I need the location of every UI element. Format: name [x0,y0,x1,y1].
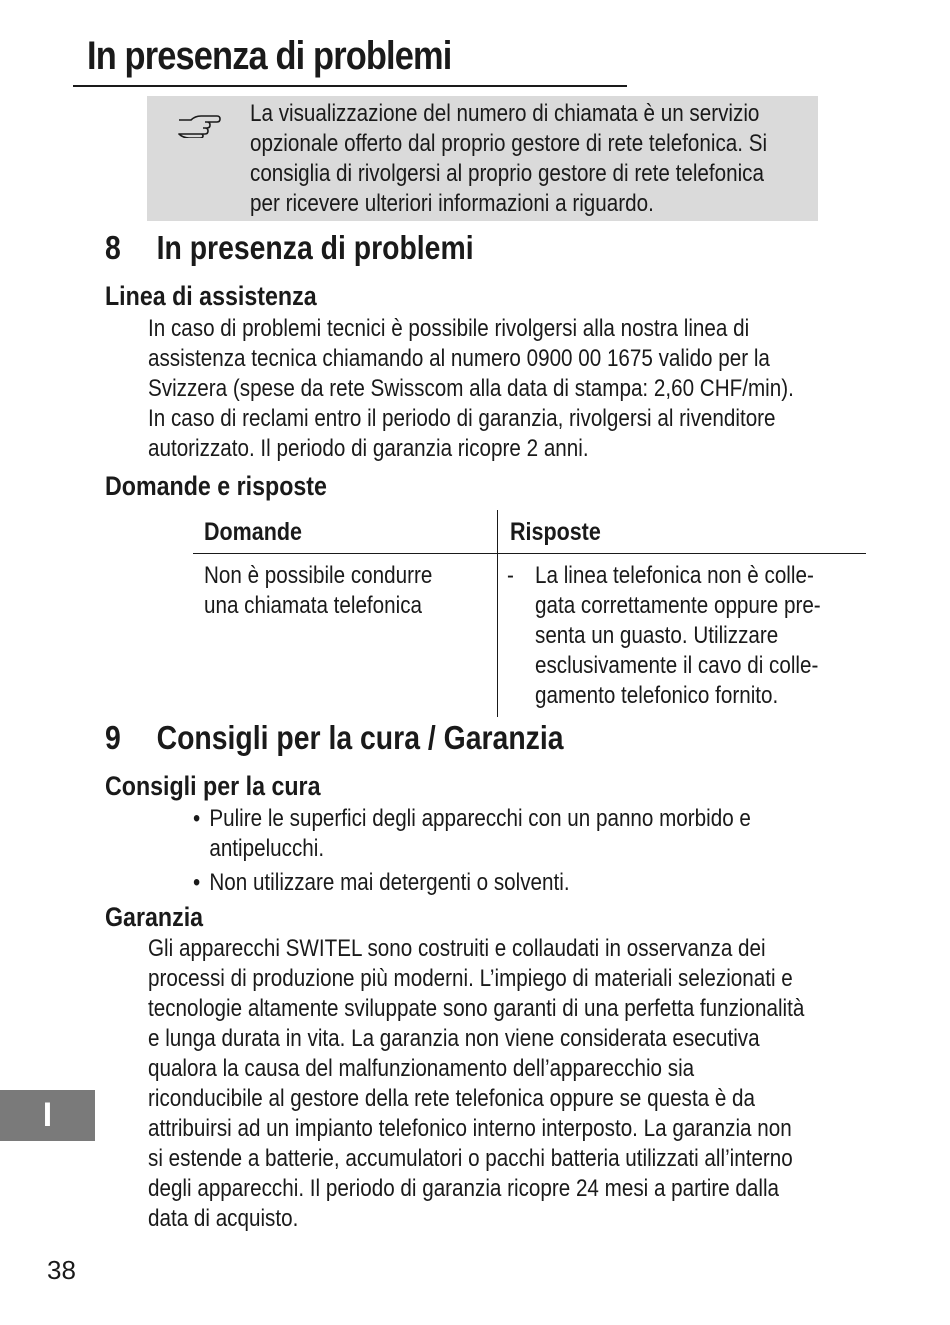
section-8-title: In presenza di problemi [156,229,474,266]
list-item [193,804,751,864]
section-9-heading [105,719,564,757]
note-line: opzionale offerto dal proprio gestore di rete telefonica. Si [250,130,768,157]
question-line: Non è possibile condurre [204,562,433,589]
faq-table [193,510,866,717]
warranty-line: attribuirsi ad un impianto telefonico interno interposto. La garanzia non [148,1115,792,1142]
warranty-heading: Garanzia [105,902,204,932]
warranty-line: si estende a batterie, accumulatori o pacchi batteria utilizzati all’interno [148,1145,793,1172]
helpline-text [148,314,794,464]
section-9-title: Consigli per la cura / Garanzia [156,719,564,756]
care-list [193,804,751,898]
care-heading: Consigli per la cura [105,771,321,801]
answer-dash: - [507,562,514,589]
question-cell [204,561,432,621]
warranty-text [148,934,804,1234]
helpline-heading: Linea di assistenza [105,281,317,311]
header-divider [73,85,627,87]
answer-line: gamento telefonico fornito. [535,682,779,709]
warranty-line: data di acquisto. [148,1205,299,1232]
answer-line: senta un guasto. Utilizzare [535,622,779,649]
list-item [193,868,751,898]
answer-cell [535,561,821,711]
helpline-line: Svizzera (spese da rete Swisscom alla data di stampa: 2,60 CHF/min). [148,375,794,402]
section-8-heading [105,229,474,267]
note-line: consiglia di rivolgersi al proprio gestore di rete telefonica [250,160,764,187]
table-column-divider [497,510,498,717]
warranty-line: processi di produzione più moderni. L’impiego di materiali selezionati e [148,965,793,992]
answer-line: gata correttamente oppure pre- [535,592,821,619]
note-box [147,96,818,221]
answer-line: esclusivamente il cavo di colle- [535,652,819,679]
note-line: per ricevere ulteriori informazioni a riguardo. [250,190,654,217]
column-header-answers: Risposte [510,518,601,546]
list-item-line: Pulire le superfici degli apparecchi con un panno morbido e [209,805,751,832]
warranty-line: tecnologie altamente sviluppate sono garanti di una perfetta funzionalità [148,995,805,1022]
page-number: 38 [47,1255,76,1285]
section-9-number: 9 [105,719,121,756]
note-line: La visualizzazione del numero di chiamata è un servizio [250,100,760,127]
list-item-line: Non utilizzare mai detergenti o solventi. [209,869,570,896]
pointing-hand-icon [177,110,221,138]
table-header-divider [193,553,866,554]
answer-line: La linea telefonica non è colle- [535,562,814,589]
page-title: In presenza di problemi [87,34,452,78]
list-item-line: antipelucchi. [209,835,325,862]
section-8-number: 8 [105,229,121,266]
note-text [250,99,826,219]
warranty-line: e lunga durata in vita. La garanzia non viene considerata esecutiva [148,1025,760,1052]
warranty-line: riconducibile al gestore della rete telefonica oppure se questa è da [148,1085,755,1112]
question-line: una chiamata telefonica [204,592,423,619]
bullet: • [193,805,201,832]
language-tab: I [0,1090,95,1141]
warranty-line: Gli apparecchi SWITEL sono costruiti e collaudati in osservanza dei [148,935,766,962]
bullet: • [193,869,201,896]
helpline-line: assistenza tecnica chiamando al numero 0900 00 1675 valido per la [148,345,770,372]
helpline-line: autorizzato. Il periodo di garanzia ricopre 2 anni. [148,435,589,462]
warranty-line: qualora la causa del malfunzionamento dell’apparecchio sia [148,1055,695,1082]
helpline-line: In caso di reclami entro il periodo di garanzia, rivolgersi al rivenditore [148,405,776,432]
helpline-line: In caso di problemi tecnici è possibile rivolgersi alla nostra linea di [148,315,750,342]
faq-heading: Domande e risposte [105,471,327,501]
warranty-line: degli apparecchi. Il periodo di garanzia ricopre 24 mesi a partire dalla [148,1175,780,1202]
column-header-questions: Domande [204,518,302,546]
